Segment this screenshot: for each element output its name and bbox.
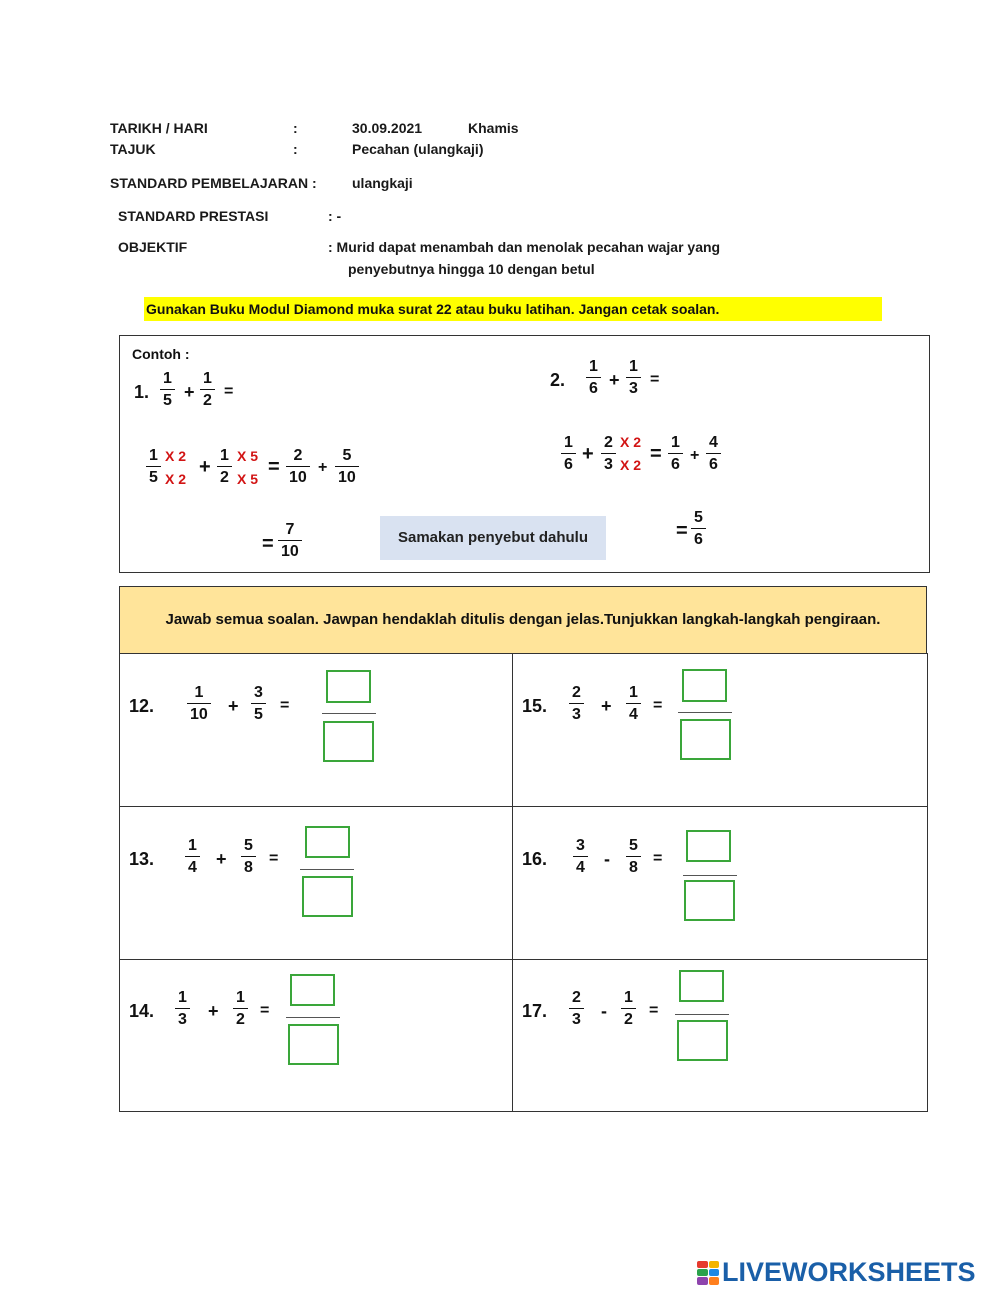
plus-sign: +: [690, 447, 700, 464]
question-15-equals: =: [653, 697, 663, 714]
question-17-equals: =: [649, 1002, 659, 1019]
question-12-fraction-b: 3 5: [251, 683, 266, 724]
question-14-fraction-bar: [286, 1017, 340, 1018]
standard-value: ulangkaji: [352, 175, 413, 191]
question-13-fraction-bar: [300, 869, 354, 870]
question-16-fraction-b: 5 8: [626, 836, 641, 877]
prestasi-label: STANDARD PRESTASI: [118, 208, 269, 224]
question-16-denominator-input[interactable]: [684, 880, 735, 921]
question-14-equals: =: [260, 1002, 270, 1019]
question-13-numerator-input[interactable]: [305, 826, 350, 858]
example-2-result-fraction-a: 1 6: [668, 433, 683, 474]
question-17-operator: -: [601, 1001, 607, 1021]
grid-divider-vertical: [512, 653, 513, 1112]
example-2-step-fraction-a: 1 6: [561, 433, 576, 474]
question-17-fraction-a: 2 3: [569, 988, 584, 1029]
question-14-number: 14.: [129, 1001, 155, 1021]
question-13-fraction-b: 5 8: [241, 836, 256, 877]
example-1-result-fraction-b: 5 10: [335, 446, 359, 487]
plus-sign: +: [582, 443, 594, 465]
question-15-fraction-bar: [678, 712, 732, 713]
example-2-answer-fraction: 5 6: [691, 508, 706, 549]
prestasi-value: : -: [328, 208, 342, 224]
multiplier-bottom: X 2: [620, 457, 642, 473]
question-13-number: 13.: [129, 849, 155, 869]
question-13-operator: +: [216, 849, 227, 869]
day-value: Khamis: [468, 120, 519, 136]
objective-label: OBJEKTIF: [118, 239, 188, 255]
liveworksheets-logo-icon: [697, 1261, 719, 1285]
plus-sign: +: [609, 370, 620, 390]
example-2-result-fraction-b: 4 6: [706, 433, 721, 474]
example-1-fraction-a: 1 5: [160, 369, 175, 410]
question-17-numerator-input[interactable]: [679, 970, 724, 1002]
objective-line-1: : Murid dapat menambah dan menolak pecahan wajar yang: [328, 239, 721, 255]
questions-instruction: Jawab semua soalan. Jawpan hendaklah ditulis dengan jelas.Tunjukkan langkah-langkah pengiraan.: [119, 586, 927, 654]
plus-sign: +: [184, 382, 195, 402]
example-1-fraction-b: 1 2: [200, 369, 215, 410]
question-17-fraction-bar: [675, 1014, 729, 1015]
multiplier-top: X 5: [237, 448, 259, 464]
plus-sign: +: [318, 459, 328, 476]
multiplier-bottom: X 5: [237, 471, 259, 487]
question-15-number: 15.: [522, 696, 548, 716]
example-1-number: 1.: [134, 382, 150, 402]
question-15-fraction-b: 1 4: [626, 683, 641, 724]
topic-label: TAJUK: [110, 141, 156, 157]
equals-sign: =: [262, 533, 274, 555]
date-label: TARIKH / HARI: [110, 120, 208, 136]
objective-line-2: penyebutnya hingga 10 dengan betul: [348, 261, 595, 277]
question-15-denominator-input[interactable]: [680, 719, 731, 760]
question-12-fraction-bar: [322, 713, 376, 714]
liveworksheets-logo: [697, 1257, 976, 1288]
topic-colon: :: [293, 141, 298, 157]
equals-sign: =: [268, 456, 280, 478]
question-16-number: 16.: [522, 849, 548, 869]
multiplier-top: X 2: [165, 448, 187, 464]
question-16-fraction-bar: [683, 875, 737, 876]
question-17-denominator-input[interactable]: [677, 1020, 728, 1061]
question-17-number: 17.: [522, 1001, 548, 1021]
question-14-fraction-a: 1 3: [175, 988, 190, 1029]
question-15-numerator-input[interactable]: [682, 669, 727, 702]
question-17-fraction-b: 1 2: [621, 988, 636, 1029]
plus-sign: +: [199, 456, 211, 478]
date-colon: :: [293, 120, 298, 136]
question-12-numerator-input[interactable]: [326, 670, 371, 703]
question-16-equals: =: [653, 850, 663, 867]
equals-sign: =: [650, 443, 662, 465]
question-12-denominator-input[interactable]: [323, 721, 374, 762]
instruction-banner: Gunakan Buku Modul Diamond muka surat 22 atau buku latihan. Jangan cetak soalan.: [144, 297, 882, 321]
example-title: Contoh :: [132, 346, 190, 362]
example-1-result-fraction-a: 2 10: [286, 446, 310, 487]
multiplier-bottom: X 2: [165, 471, 187, 487]
question-13-fraction-a: 1 4: [185, 836, 200, 877]
question-14-denominator-input[interactable]: [288, 1024, 339, 1065]
question-13-equals: =: [269, 850, 279, 867]
example-1-step-fraction-a: 1 5: [146, 446, 161, 487]
hint-label: Samakan penyebut dahulu: [380, 516, 606, 560]
question-14-fraction-b: 1 2: [233, 988, 248, 1029]
example-2-step-fraction-b: 2 3: [601, 433, 616, 474]
equals-sign: =: [224, 383, 234, 400]
question-14-numerator-input[interactable]: [290, 974, 335, 1006]
question-12-equals: =: [280, 697, 290, 714]
topic-value: Pecahan (ulangkaji): [352, 141, 484, 157]
example-1-step-fraction-b: 1 2: [217, 446, 232, 487]
question-15-operator: +: [601, 696, 612, 716]
multiplier-top: X 2: [620, 434, 642, 450]
question-14-operator: +: [208, 1001, 219, 1021]
grid-divider-horizontal: [119, 806, 928, 807]
question-16-numerator-input[interactable]: [686, 830, 731, 862]
question-16-operator: -: [604, 849, 610, 869]
equals-sign: =: [676, 520, 688, 542]
standard-label: STANDARD PEMBELAJARAN :: [110, 175, 317, 191]
questions-grid: [119, 653, 928, 1112]
example-2-number: 2.: [550, 370, 566, 390]
equals-sign: =: [650, 371, 660, 388]
example-2-fraction-b: 1 3: [626, 357, 641, 398]
example-2-fraction-a: 1 6: [586, 357, 601, 398]
question-16-fraction-a: 3 4: [573, 836, 588, 877]
question-13-denominator-input[interactable]: [302, 876, 353, 917]
question-12-number: 12.: [129, 696, 155, 716]
grid-divider-horizontal: [119, 959, 928, 960]
question-12-operator: +: [228, 696, 239, 716]
question-15-fraction-a: 2 3: [569, 683, 584, 724]
date-value: 30.09.2021: [352, 120, 423, 136]
question-12-fraction-a: 1 10: [187, 683, 211, 724]
example-1-answer-fraction: 7 10: [278, 520, 302, 561]
liveworksheets-logo-text: LIVEWORKSHEETS: [722, 1257, 976, 1287]
